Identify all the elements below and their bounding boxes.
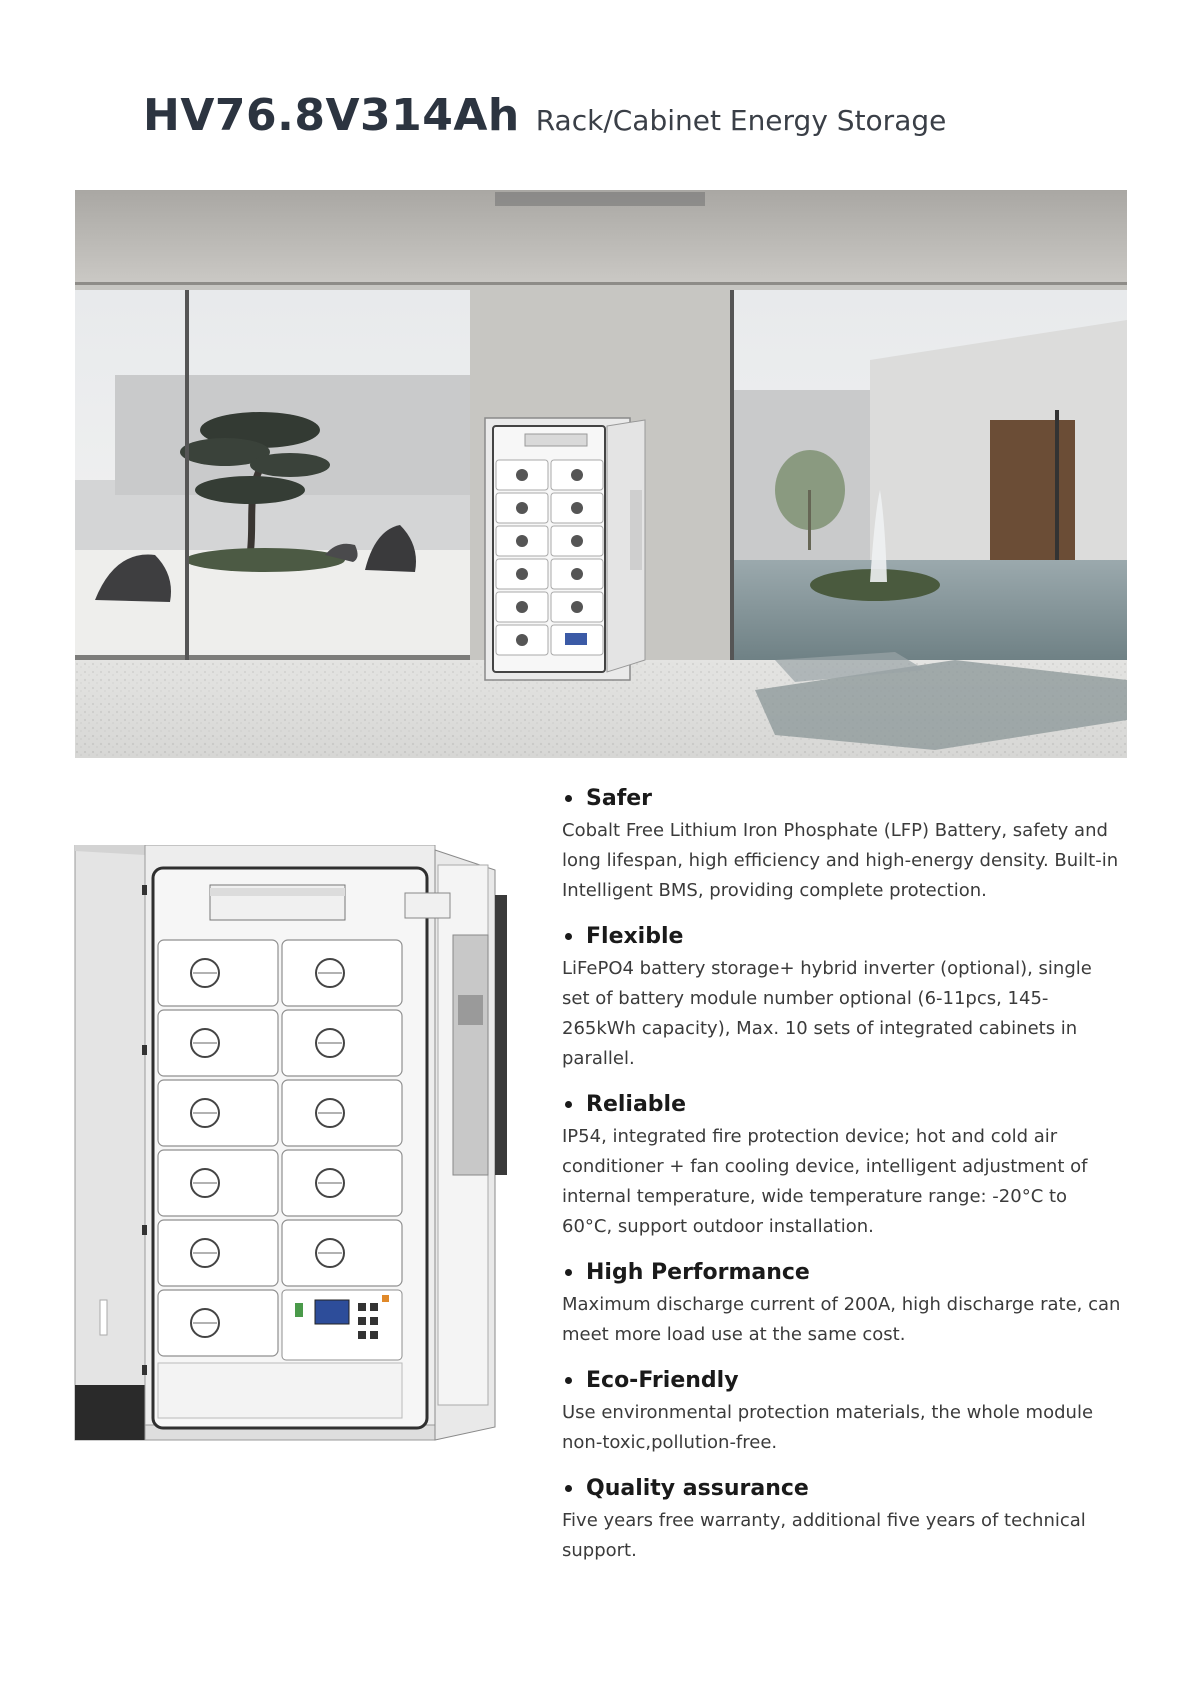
feature-safer	[562, 782, 1122, 906]
model-name: HV76.8V314Ah	[143, 90, 520, 141]
feature-eco-friendly	[562, 1364, 1122, 1458]
feature-title: Reliable	[586, 1091, 686, 1117]
bullet-icon	[565, 1101, 572, 1108]
feature-description: Five years free warranty, additional five years of technical support.	[562, 1510, 1086, 1561]
feature-title: High Performance	[586, 1259, 810, 1285]
feature-list	[562, 782, 1122, 1580]
feature-description: Use environmental protection materials, the whole module non-toxic,pollution-free.	[562, 1402, 1094, 1453]
feature-title: Safer	[586, 785, 653, 811]
feature-flexible	[562, 920, 1122, 1074]
feature-description: LiFePO4 battery storage+ hybrid inverter (optional), single set of battery module number optional (6-11pcs, 145-265kWh capacity), Max. 10 sets of integrated cabinets in parallel.	[562, 958, 1092, 1069]
feature-description: Maximum discharge current of 200A, high discharge rate, can meet more load use at the same cost.	[562, 1294, 1121, 1345]
feature-description: IP54, integrated fire protection device; hot and cold air conditioner + fan cooling device, intelligent adjustment of internal temperature, wide temperature range: -20°C to 60°C, support outdoor installation.	[562, 1126, 1088, 1237]
product-subtitle: Rack/Cabinet Energy Storage	[535, 104, 947, 137]
bullet-icon	[565, 933, 572, 940]
bullet-icon	[565, 1377, 572, 1384]
bullet-icon	[565, 1269, 572, 1276]
feature-high-performance	[562, 1256, 1122, 1350]
product-image	[70, 845, 540, 1465]
hero-image	[75, 190, 1127, 758]
feature-description: Cobalt Free Lithium Iron Phosphate (LFP) Battery, safety and long lifespan, high efficiency and high-energy density. Built-in Intelligent BMS, providing complete protection.	[562, 820, 1119, 901]
feature-title: Quality assurance	[586, 1475, 809, 1501]
installation-scene-illustration	[75, 190, 1127, 758]
bullet-icon	[565, 1485, 572, 1492]
feature-reliable	[562, 1088, 1122, 1242]
page-title	[143, 90, 946, 141]
feature-quality-assurance	[562, 1472, 1122, 1566]
feature-title: Flexible	[586, 923, 684, 949]
bullet-icon	[565, 795, 572, 802]
feature-title: Eco-Friendly	[586, 1367, 739, 1393]
cabinet-render-illustration	[70, 845, 540, 1465]
